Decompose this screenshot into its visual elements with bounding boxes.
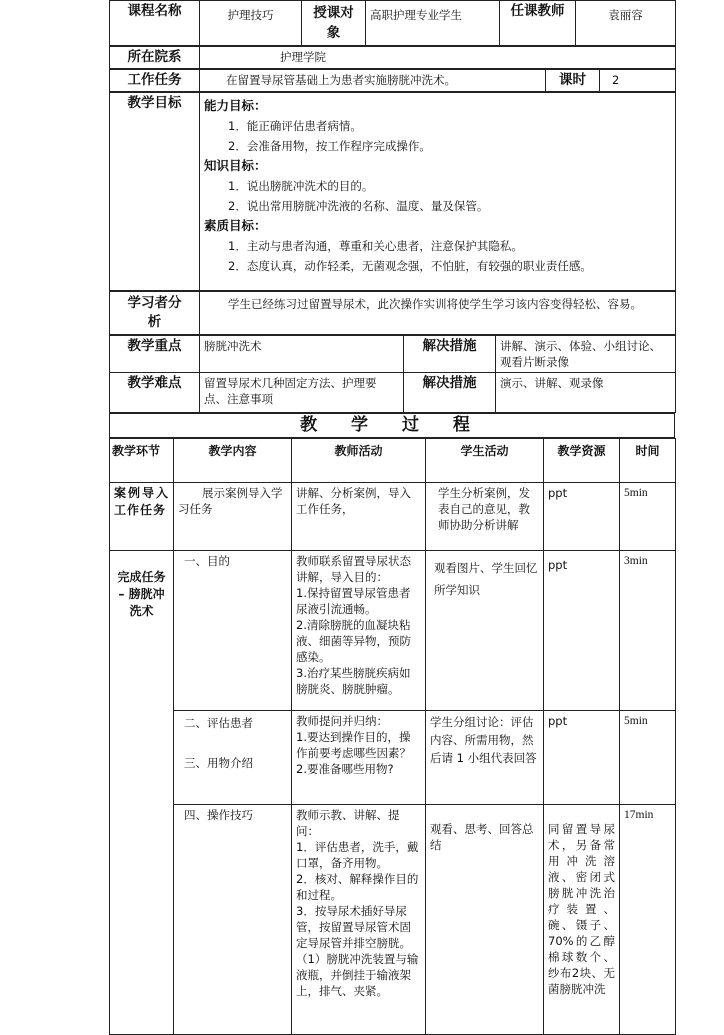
row3-content-b: 三、用物介绍 bbox=[184, 756, 253, 770]
key-point-value: 膀胱冲洗术 bbox=[200, 336, 404, 373]
row2-teacher-line: 1.保持留置导尿管患者尿液引流通畅。 bbox=[296, 586, 411, 616]
row4-teacher-line: （1）膀胱冲洗装置与输液瓶，并倒挂于输液架上，排气、夹紧。 bbox=[296, 952, 419, 998]
row3-student: 学生分组讨论：评估内容、所需用物，然后请 1 小组代表回答 bbox=[426, 711, 544, 805]
difficult-solution-value: 演示、讲解、观录像 bbox=[496, 373, 676, 413]
target-label-line2: 象 bbox=[326, 25, 341, 41]
row4-teacher bbox=[292, 805, 426, 1035]
stage-case-intro: 案例导入工作任务 bbox=[110, 483, 174, 551]
key-solution-label: 解决措施 bbox=[404, 336, 496, 373]
process-title: 教 学 过 程 bbox=[110, 414, 675, 438]
row1-time: 5min bbox=[620, 483, 676, 551]
row3-teacher bbox=[292, 711, 426, 805]
row4-student: 观看、思考、回答总结 bbox=[426, 805, 544, 1035]
process-title-table bbox=[109, 413, 675, 438]
header-content: 教学内容 bbox=[174, 439, 292, 483]
key-difficult-table bbox=[109, 335, 676, 413]
lesson-plan-document bbox=[109, 0, 675, 1035]
row4-teacher-line: 教师示教、讲解、提问： bbox=[296, 808, 400, 838]
goals-content bbox=[200, 93, 676, 291]
row2-teacher bbox=[292, 551, 426, 711]
difficult-solution-label: 解决措施 bbox=[404, 373, 496, 413]
row2-teacher-line: 教师联系留置导尿状态讲解，导入目的： bbox=[296, 554, 411, 584]
department-label: 所在院系 bbox=[110, 47, 200, 69]
row3-time: 5min bbox=[620, 711, 676, 805]
learner-label-line2: 析 bbox=[147, 314, 162, 330]
quality-goal-item: 2．态度认真，动作轻柔，无菌观念强，不怕脏，有较强的职业责任感。 bbox=[228, 259, 592, 273]
row2-teacher-line: 2.清除膀胱的血凝块粘液、细菌等异物，预防感染。 bbox=[296, 618, 411, 664]
row1-content-text: 展示案例导入学习任务 bbox=[178, 486, 283, 516]
row4-content bbox=[174, 805, 292, 1035]
header-student: 学生活动 bbox=[426, 439, 544, 483]
row1-teacher: 讲解、分析案例，导入工作任务， bbox=[292, 483, 426, 551]
row4-content-text: 四、操作技巧 bbox=[184, 808, 253, 822]
row3-resource: ppt bbox=[544, 711, 620, 805]
row2-teacher-line: 3.治疗某些膀胱疾病如膀胱炎、膀胱肿瘤。 bbox=[296, 666, 411, 696]
key-solution-value: 讲解、演示、体验、小组讨论、观看片断录像 bbox=[496, 336, 676, 373]
process-table bbox=[109, 438, 676, 1035]
stage-complete-task: 完成任务 – 膀胱冲洗术 bbox=[110, 551, 174, 1035]
knowledge-goal-item: 2．说出常用膀胱冲洗液的名称、温度、量及保管。 bbox=[228, 199, 489, 213]
learner-label-line1: 学习者分 bbox=[127, 295, 182, 311]
difficult-point-value: 留置导尿术几种固定方法、护理要点、注意事项 bbox=[200, 373, 404, 413]
row3-teacher-line: 2.要准备哪些用物? bbox=[296, 762, 394, 776]
department-value: 护理学院 bbox=[200, 47, 676, 69]
department-table bbox=[109, 46, 676, 69]
row1-student: 学生分析案例，发表自己的意见，教师协助分析讲解 bbox=[426, 483, 544, 551]
quality-goal-title: 素质目标： bbox=[204, 218, 267, 233]
difficult-point-label: 教学难点 bbox=[110, 373, 200, 413]
learner-analysis-value bbox=[200, 292, 676, 335]
row4-teacher-line: 1．评估患者，洗手，戴口罩，备齐用物。 bbox=[296, 840, 419, 870]
row1-content bbox=[174, 483, 292, 551]
row4-teacher-line: 2．核对、解释操作目的和过程。 bbox=[296, 872, 419, 902]
row3-content-a: 二、评估患者 bbox=[184, 716, 253, 730]
course-name-label: 课程名称 bbox=[110, 1, 200, 46]
course-name-value: 护理技巧 bbox=[200, 1, 302, 46]
goals-label: 教学目标 bbox=[110, 93, 200, 291]
row2-resource: ppt bbox=[544, 551, 620, 711]
row2-content bbox=[174, 551, 292, 711]
task-label: 工作任务 bbox=[110, 70, 200, 92]
target-audience-label bbox=[302, 1, 366, 46]
ability-goal-item: 2．会准备用物，按工作程序完成操作。 bbox=[228, 139, 431, 153]
goals-table bbox=[109, 92, 676, 291]
target-audience-value: 高职护理专业学生 bbox=[366, 1, 500, 46]
row2-time: 3min bbox=[620, 551, 676, 711]
learner-analysis-text: 学生已经练习过留置导尿术，此次操作实训将使学生学习该内容变得轻松、容易。 bbox=[228, 297, 642, 311]
header-resource: 教学资源 bbox=[544, 439, 620, 483]
task-value: 在留置导尿管基础上为患者实施膀胱冲洗术。 bbox=[200, 70, 546, 92]
row2-student: 观看图片、学生回忆所学知识 bbox=[426, 551, 544, 711]
header-stage: 教学环节 bbox=[110, 439, 174, 483]
row4-teacher-line: 3．按导尿术插好导尿管，按留置导尿管术固定导尿管并排空膀胱。 bbox=[296, 904, 411, 950]
learner-analysis-table bbox=[109, 291, 676, 335]
hours-value: 2 bbox=[600, 70, 676, 92]
header-teacher: 教师活动 bbox=[292, 439, 426, 483]
learner-analysis-label bbox=[110, 292, 200, 335]
teacher-value: 袁丽容 bbox=[576, 1, 676, 46]
hours-label: 课时 bbox=[546, 70, 600, 92]
row4-resource: 同留置导尿术，另备常用冲洗溶液、密闭式膀胱冲洗治疗装置、碗、镊子、70%的乙醇棉球数个、纱布2块、无菌膀胱冲洗 bbox=[544, 805, 620, 1035]
row3-teacher-line: 1.要达到操作目的，操作前要考虑哪些因素？ bbox=[296, 730, 411, 760]
row3-content bbox=[174, 711, 292, 805]
ability-goal-item: 1．能正确评估患者病情。 bbox=[228, 119, 362, 133]
task-table bbox=[109, 69, 676, 92]
row4-time: 17min bbox=[620, 805, 676, 1035]
row2-content-text: 一、目的 bbox=[184, 554, 230, 568]
teacher-label: 任课教师 bbox=[500, 1, 576, 46]
quality-goal-item: 1．主动与患者沟通，尊重和关心患者，注意保护其隐私。 bbox=[228, 239, 523, 253]
knowledge-goal-item: 1．说出膀胱冲洗术的目的。 bbox=[228, 179, 374, 193]
key-point-label: 教学重点 bbox=[110, 336, 200, 373]
row3-teacher-line: 教师提问并归纳： bbox=[296, 714, 388, 728]
knowledge-goal-title: 知识目标： bbox=[204, 158, 267, 173]
course-info-table bbox=[109, 0, 676, 46]
target-label-line1: 授课对 bbox=[313, 5, 354, 21]
ability-goal-title: 能力目标： bbox=[204, 98, 267, 113]
header-time: 时间 bbox=[620, 439, 676, 483]
row1-resource: ppt bbox=[544, 483, 620, 551]
